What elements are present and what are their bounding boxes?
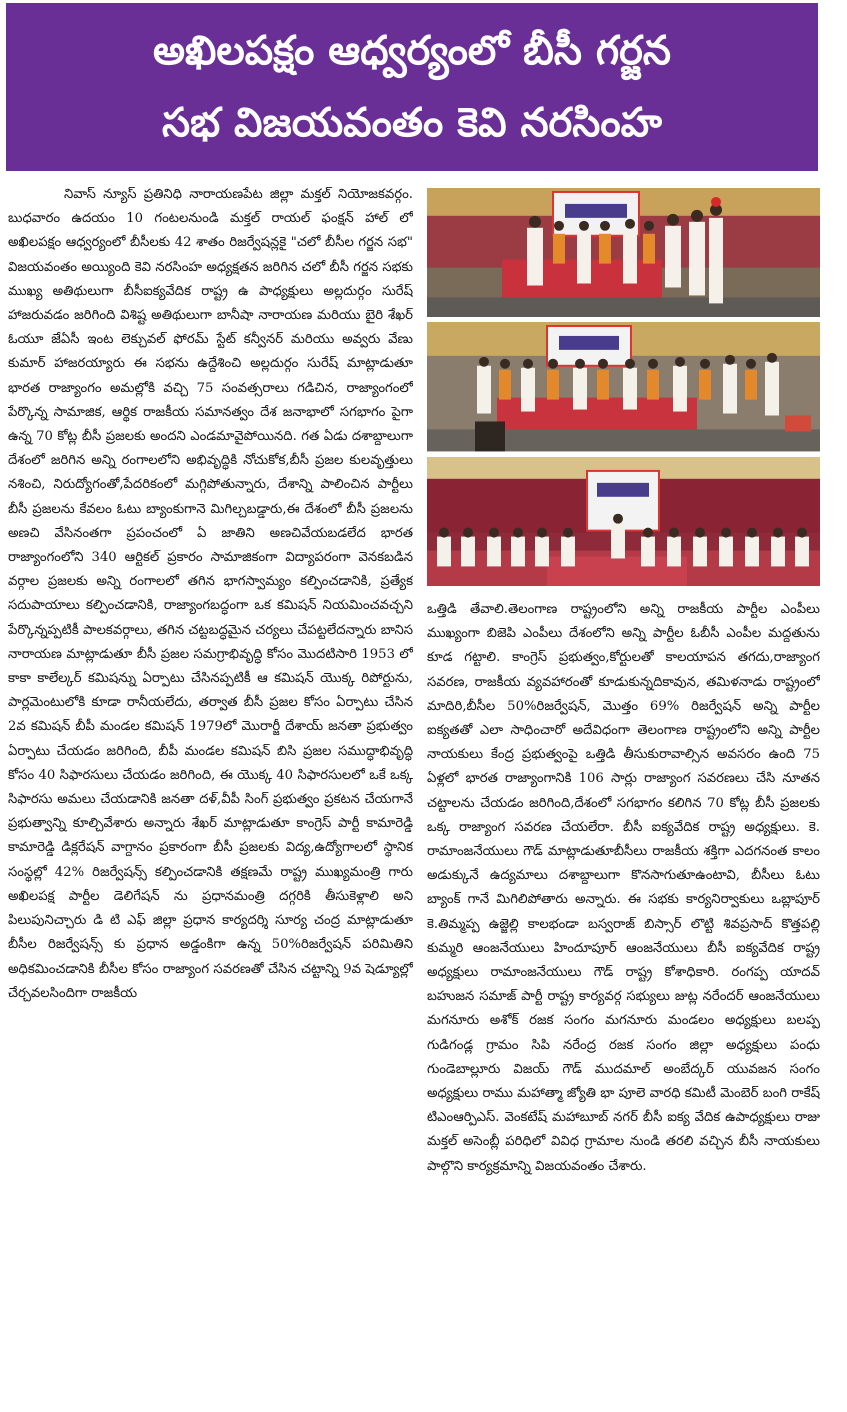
- headline-banner: [6, 3, 818, 171]
- article-column-left: నివాస్ న్యూస్ ప్రతినిధి నారాయణపేట జిల్లా మక్తల్ నియోజకవర్గం. బుధవారం ఉదయం 10 గంటలనుండి మక్తల్ రాయల్ ఫంక్షన్ హాల్ లో అఖిలపక్షం ఆధ్వర్యంలో బీసీలకు 42 శాతం రిజర్వేషన్లకై "చలో బీసీల గర్జన సభ" విజయవంతం అయ్యింది కెవి నరసింహ అధ్యక్షతన జరిగిన చలో బీసీ గర్జన సభకు ముఖ్య అతిథులుగా బీసీఐక్యవేదిక రాష్ట్ర ఉ పాధ్యక్షులు అల్లదుర్గం సురేష్ హాజరువడం జరిగింది విశిష్ట అతిథులుగా బానీషా నారాయణ మరియు బైరి శేఖర్ ఓయూ జేఏసీ ఇంట లెక్చువల్ ఫోరమ్ స్టేట్ కన్వీనర్ మరియు అవ్వరు వేణు కుమార్ హాజరయ్యారు ఈ సభను ఉద్దేశించి అల్లదుర్గం సురేష్ మాట్లాడుతూ భారత రాజ్యాంగం అమల్లోకి వచ్చి 75 సంవత్సరాలు గడిచిన, రాజ్యాంగంలో పేర్కొన్న సామాజిక, ఆర్థిక రాజకీయ సమానత్వం దేశ జనాభాలో సగభాగం పైగా ఉన్న 70 కోట్ల బీసీ ప్రజలకు అందని ఎండమావైపోయినది. గత ఏడు దశాబ్దాలుగా దేశంలో జరిగిన అన్ని రంగాలలోని అభివృద్ధికి నోచుకోక,బీసీ ప్రజల కులవృత్తులు నశించి, నిరుద్యోగంతో,పేదరికంలో మగ్గిపోతున్నారు, దేశాన్ని పాలించిన పార్టీలు బీసీ ప్రజలను కేవలం ఓటు బ్యాంకుగానె మిగిల్చబడ్డారు,ఈ దేశంలో బీసీ ప్రజలను అణచి వేసినంతగా ప్రపంచంలో ఏ జాతిని అణచివేయబడలేద భారత రాజ్యాంగంలోని 340 ఆర్టికల్ ప్రకారం సామాజికంగా విద్యాపరంగా వెనకబడిన వర్గాల ప్రజలకు అన్ని రంగాలలో తగిన భాగస్వామ్యం కల్పించడానికి, ప్రత్యేక సదుపాయాలు కల్పించడానికి, రాజ్యాంగబద్ధంగా ఒక కమిషన్ నియమించవచ్చని పేర్కొన్నప్పటికీ పాలకవర్గాలు, తగిన చట్టబద్ధమైన చర్యలు చేపట్టలేదన్నారు బానిస నారాయణ మాట్లాడుతూ బీసీ ప్రజల సమగ్రాభివృద్ధి కోసం మొదటిసారి 1953 లో కాకా కాలేల్కర్ కమిషన్ను ఏర్పాటు చేసినప్పటికీ ఆ కమిషన్ యొక్క రిపోర్టును, పార్లమెంటులోకి కూడా రానీయలేదు, తర్వాత బీసీ ప్రజల కోసం ఏర్పాటు చేసిన 2వ కమిషన్ బీపీ మండల కమిషన్ 1979లో మొరార్జీ దేశాయ్ జనతా ప్రభుత్వం ఏర్పాటు చేయడం జరిగింది, బీపీ మండల కమిషన్ బిసి ప్రజల సముద్ధాభివృద్ధి కోసం 40 సిఫారసులు చేయడం జరిగింది, ఈ యొక్క 40 సిఫారసులలో ఒకే ఒక్క సిఫారసు అమలు చేయడానికి జనతా దళ్,వీపీ సింగ్ ప్రభుత్వం ప్రకటన చేయగానే ప్రభుత్వాన్ని కూల్చివేశారు అన్నారు శేఖర్ మాట్లాడుతూ కాంగ్రెస్ పార్టీ కామారెడ్డి కామారెడ్డి డిక్లరేషన్ వాగ్దానం ప్రకారంగా బీసీ ప్రజలకు విద్య,ఉద్యోగాలలో స్థానిక సంస్థల్లో 42% రిజర్వేషన్స్ కల్పించడానికి తక్షణమే రాష్ట్ర ముఖ్యమంత్రి గారు అఖిలపక్ష పార్టీల డెలిగేషన్ ను ప్రధానమంత్రి దగ్గరికి తీసుకెళ్లాలి అని పిలుపునిచ్చారు డి టి ఎఫ్ జిల్లా ప్రధాన కార్యదర్శి సూర్య చంద్ర మాట్లాడుతూ బీసీల రిజర్వేషన్స్ కు ప్రధాన అడ్డంకిగా ఉన్న 50%రిజర్వేషన్ పరిమితిని అధికమించడానికి బీసీల కోసం రాజ్యాంగ సవరణతో చేసిన చట్టాన్ని 9వ షెడ్యూల్లో చేర్చవలసిందిగా రాజకీయ: [8, 187, 413, 1001]
- article-column-right: ఒత్తిడి తేవాలి.తెలంగాణ రాష్ట్రంలోని అన్ని రాజకీయ పార్టీల ఎంపీలు ముఖ్యంగా బిజెపి ఎంపీలు దేశంలోని అన్ని పార్టీల ఓబీసీ ఎంపీల మద్దతును కూడ గట్టాలి. కాంగ్రెస్ ప్రభుత్వం,కోర్టులతో కాలయాపన తగదు,రాజ్యాంగ సవరణ, రాజకీయ వ్యవహారంతో కూడుకున్నదికావున, తమిళనాడు రాష్ట్రంలో మాదిరి,బీసీల 50%రిజర్వేషన్, మొత్తం 69% రిజర్వేషన్ అన్ని పార్టీల ఐక్యతతో ఎలా సాధించారో అదేవిధంగా తెలంగాణ రాష్ట్రంలోని అన్ని పార్టీల నాయకులు కేంద్ర ప్రభుత్వంపై ఒత్తిడి తీసుకురావాల్సిన అవసరం ఉంది 75 ఏళ్లలో భారత రాజ్యాంగానికి 106 సార్లు రాజ్యాంగ సవరణలు చేసి నూతన చట్టాలను చేయడం జరిగింది,దేశంలో సగభాగం కలిగిన 70 కోట్ల బీసీ ప్రజలకు ఒక్క రాజ్యాంగ సవరణ చేయలేరా. బీసీ ఐక్యవేదిక రాష్ట్ర అధ్యక్షులు. కె. రామాంజనేయులు గౌడ్ మాట్లాడుతూబీసీలు రాజకీయ శక్తిగా ఎదగనంత కాలం అడుక్కునే ఉద్యమాలు దశాబ్దాలుగా కొనసాగుతూఉంటావి, బీసీలు ఓటు బ్యాంక్ గానే మిగిలిపోతారు అన్నారు. ఈ సభకు కార్యనిర్వాకులు ఒబ్లాపూర్ కె.తిమ్మప్ప ఉజ్జెల్లి కాలభండా బస్వరాజ్ బిస్సార్ లొట్టి శివప్రసాద్ కొత్తపల్లి కుమ్మరి ఆంజనేయులు హిందూపూర్ ఆంజనేయులు బీసీ ఐక్యవేదిక రాష్ట్ర అధ్యక్షులు రామాంజనేయులు గౌడ్ రాష్ట్ర కోశాధికారి. రంగప్ప యాదవ్ బహుజన సమాజ్ పార్టీ రాష్ట్ర కార్యవర్గ సభ్యులు జుట్ల నరేందర్ ఆంజనేయులు మగనూరు అశోక్ రజక సంగం మగనూరు మండలం అధ్యక్షులు బలప్ప గుడిగండ్ల గ్రామం సిపి నరేంద్ర రజక సంగం జిల్లా అధ్యక్షులు పంధు గుండెబాల్లూరు విజయ్ గౌడ్ ముదమాల్ అంబేద్కర్ యువజన సంగం అధ్యక్షులు రాము మహాత్మా జ్యోతి భా పూలె వారధి కమిటీ మెంబెర్ బంగి రాకేష్ టిఎంఆర్పిఎస్. వెంకటేష్ మహాబూబ్ నగర్ బీసీ ఐక్య వేదిక ఉపాధ్యక్షులు రాజు మక్తల్ అసెంబ్లీ పరిధిలో వివిధ గ్రామాల నుండి తరలి వచ్చిన బీసీ నాయకులు పాల్గొని కార్యక్రమాన్ని విజయవంతం చేశారు.: [427, 602, 820, 1174]
- headline-line-1: అఖిలపక్షం ఆధ్వర్యంలో బీసీ గర్జన: [153, 28, 671, 74]
- photo-collage: [427, 188, 820, 586]
- headline-line-2: సభ విజయవంతం కెవి నరసింహ: [162, 100, 662, 146]
- event-photo-stage-felicitation: [427, 188, 820, 317]
- event-photo-group-stage: [427, 322, 820, 451]
- event-photo-dais: [427, 457, 820, 586]
